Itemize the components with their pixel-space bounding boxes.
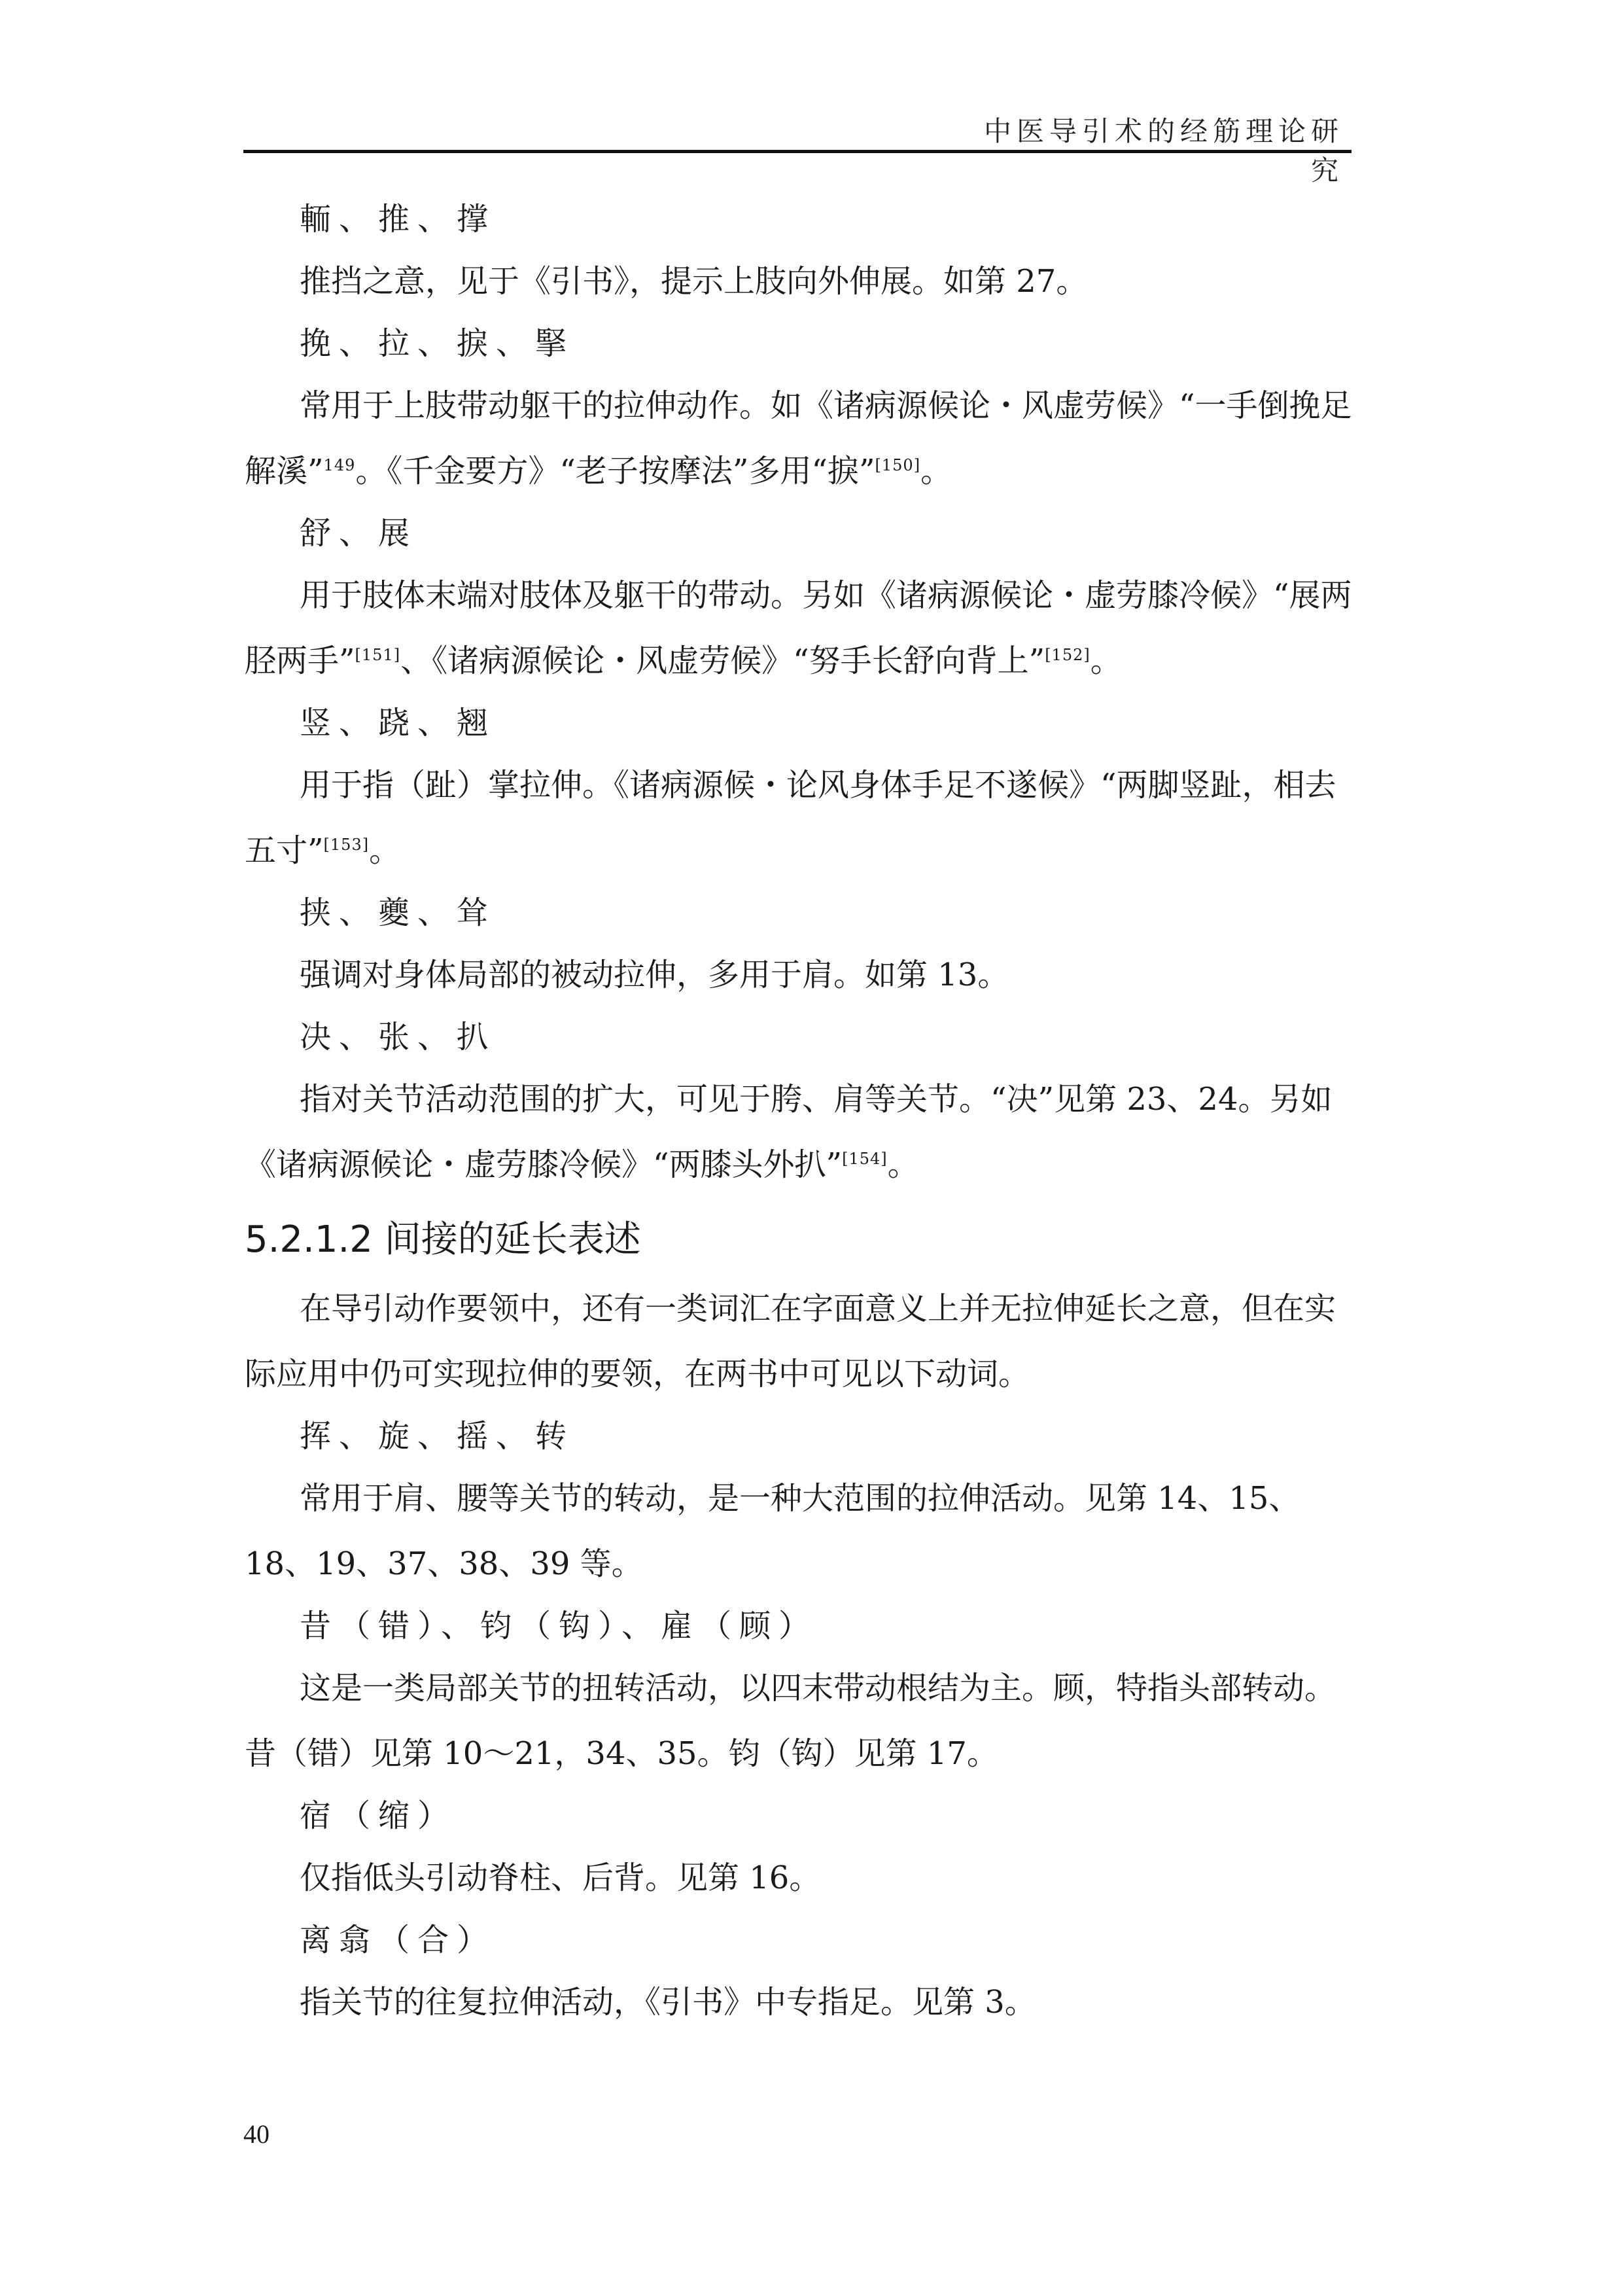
paragraph: 强调对身体局部的被动拉伸，多用于肩。如第 13。 <box>300 957 1009 993</box>
paragraph-text: 。 <box>1090 643 1122 679</box>
citation-ref: [150] <box>875 456 921 474</box>
paragraph: 在导引动作要领中，还有一类词汇在字面意义上并无拉伸延长之意，但在实际应用中仍可实现拉伸的要领，在两书中可见以下动词。 <box>245 1290 1336 1392</box>
paragraph <box>245 752 1357 883</box>
term-heading: 离翕（合） <box>300 1922 497 1958</box>
paragraph-text: 。 <box>369 832 401 869</box>
paragraph-text: 。 <box>920 453 952 489</box>
page-number: 40 <box>243 2119 270 2149</box>
citation-ref: [153] <box>323 836 370 854</box>
paragraph <box>245 1067 1357 1197</box>
header-rule <box>243 150 1352 153</box>
citation-ref: 149 <box>323 456 356 474</box>
subsection-heading: 5.2.1.2 间接的延长表述 <box>245 1218 641 1261</box>
paragraph: 推挡之意，见于《引书》，提示上肢向外伸展。如第 27。 <box>300 263 1088 300</box>
paragraph-text: 。 <box>887 1146 919 1183</box>
term-heading: 决、张、扒 <box>300 1019 497 1055</box>
paragraph <box>245 563 1357 694</box>
paragraph-text: 用于指（趾）掌拉伸。《诸病源候・论风身体手足不遂候》“两脚竖趾，相去五寸” <box>245 767 1336 869</box>
term-heading: 挽、拉、捩、掔 <box>300 325 575 362</box>
term-heading: 挟、夔、耸 <box>300 894 497 931</box>
citation-ref: [154] <box>842 1150 888 1168</box>
paragraph: 指关节的往复拉伸活动，《引书》中专指足。见第 3。 <box>300 1984 1036 2021</box>
citation-ref: [151] <box>355 646 401 664</box>
citation-ref: [152] <box>1045 646 1091 664</box>
term-heading: 舒、展 <box>300 515 418 552</box>
paragraph-text: 。《千金要方》“老子按摩法”多用“捩” <box>355 453 875 489</box>
paragraph <box>245 373 1357 504</box>
term-heading: 宿（缩） <box>300 1797 457 1834</box>
paragraph-text: 指对关节活动范围的扩大，可见于胯、肩等关节。“决”见第 23、24。另如《诸病源候论・虚劳膝冷候》“两膝头外扒” <box>245 1081 1333 1183</box>
paragraph: 仅指低头引动脊柱、后背。见第 16。 <box>300 1860 821 1896</box>
paragraph: 这是一类局部关节的扭转活动，以四末带动根结为主。顾，特指头部转动。昔（错）见第 10～21，34、35。钧（钩）见第 17。 <box>245 1670 1336 1772</box>
running-title: 中医导引术的经筋理论研究 <box>983 115 1344 186</box>
term-heading: 輀、推、撑 <box>300 201 497 238</box>
term-heading: 竖、跷、翘 <box>300 705 497 741</box>
body-text <box>245 190 1370 2035</box>
paragraph: 常用于肩、腰等关节的转动，是一种大范围的拉伸活动。见第 14、15、18、19、37、38、39 等。 <box>245 1480 1300 1582</box>
term-heading: 挥、旋、摇、转 <box>300 1418 575 1455</box>
paragraph-text: 用于肢体末端对肢体及躯干的带动。另如《诸病源候论・虚劳膝冷候》“展两胫两手” <box>245 577 1352 679</box>
paragraph-text: 常用于上肢带动躯干的拉伸动作。如《诸病源候论・风虚劳候》“一手倒挽足解溪” <box>245 387 1352 489</box>
paragraph-text: 、《诸病源候论・风虚劳候》“努手长舒向背上” <box>400 643 1045 679</box>
term-heading: 昔（错）、钧（钩）、雇（顾） <box>300 1608 818 1644</box>
